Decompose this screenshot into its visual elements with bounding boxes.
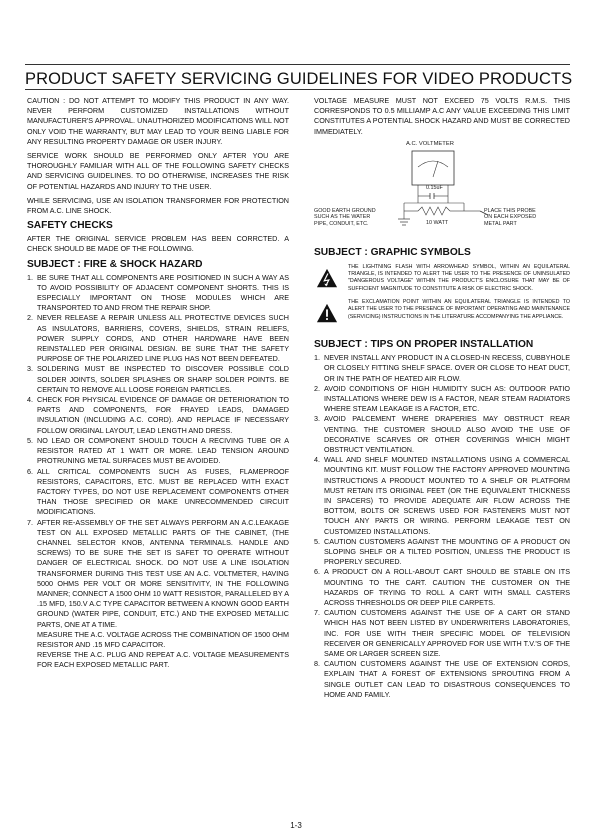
lightning-warning-icon (316, 268, 338, 288)
top-rule (25, 64, 570, 65)
page-title: PRODUCT SAFETY SERVICING GUIDELINES FOR VIDEO PRODUCTS (25, 70, 573, 88)
resistor-zigzag (418, 207, 450, 215)
exclamation-symbol-row (314, 299, 570, 323)
leakage-test-diagram (314, 141, 570, 241)
title-rule (25, 89, 570, 90)
list-item: 3. AVOID PALCEMENT WHERE DRAPERIES MAY OBSTRUCT REAR VENTING. THE CUSTOMER SHOULD ALSO AVOID THE USE OF DECORATIVE SCARVES OR OTHER COVERINGS WHICH MIGHT OBSTRUCT VENTILATION. (314, 414, 570, 454)
list-item: 7. CAUTION CUSTOMERS AGAINST THE USE OF A CART OR STAND WHICH HAS NOT BEEN LISTED BY UNDERWRITERS LABORATORIES, INC. FOR USE WITH THEIR SPECIFIC MODEL OF TELEVISION RECEIVER OR GENERICALLY APPROVED FOR USE WITH T.V.'S OF THE SAME OR LARGER SCREEN SIZE. (314, 608, 570, 659)
list-item: 1. NEVER INSTALL ANY PRODUCT IN A CLOSED-IN RECESS, CUBBYHOLE OR CLOSELY FITTING SHELF SPACE. OVER OR CLOSE TO HEAT DUCT, OR IN THE PATH OF HEATED AIR FLOW. (314, 353, 570, 383)
voltmeter-box (412, 151, 454, 185)
list-item: 4. CHECK FOR PHYSICAL EVIDENCE OF DAMAGE OR DETERIORATION TO PARTS AND COMPONENTS, FOR FRAYED LEADS, DAMAGED INSULATION (INCLUDING A.C. CORD). AND REPLACE IF NECESSARY FOLLOW ORIGINAL LAYOUT, LEAD LENGTH AND DRESS. (27, 395, 289, 435)
resistor-label: 10 WATT (426, 219, 449, 226)
reverse-paragraph: REVERSE THE A.C. PLUG AND REPEAT A.C. VOLTAGE MEASUREMENTS FOR EACH EXPOSED METALLIC PART. (37, 650, 289, 670)
tips-heading: SUBJECT : TIPS ON PROPER INSTALLATION (314, 339, 534, 351)
list-item: 4. WALL AND SHELF MOUNTED INSTALLATIONS USING A COMMERCAL MOUNTING KIT. MUST FOLLOW THE FACTORY APPROVED MOUNTING INSTRUCTIONS A PRODUCT MOUNTED TO A SHELF OR PLATFORM MUST RETAIN ITS ORIGINAL FEET (OR THE EQUIVALENT THICKNESS IN SPACERS) TO PROVIDE ADEQUATE AIR FLOW ACROSS THE BOTTOM, BOLTS OR SCREWS USED FOR FASTENERS MUST NOT TOUCH ANY PARTS OR WIRING. PERFORM LEAKAGE TEST ON CUSTOMIZED INSTALLATIONS. (314, 455, 570, 536)
probe-label: PLACE THIS PROBE ON EACH EXPOSED METAL PART (484, 207, 537, 227)
page-number: 1-3 (290, 821, 302, 830)
list-item: 5. CAUTION CUSTOMERS AGAINST THE MOUNTING OF A PRODUCT ON SLOPING SHELF OR A TILTED POSITION, UNLESS THE PRODUCT IS PROPERLY SECURED. (314, 536, 570, 567)
list-item: 5. NO LEAD OR COMPONENT SHOULD TOUCH A RECIVING TUBE OR A RESISTOR RATED AT 1 WATT OR MORE. LEAD TENSION AROUND PROTRUNING METAL SURFACES MUST BE AVOIDED. (27, 435, 289, 466)
safety-checks-text: AFTER THE ORIGINAL SERVICE PROBLEM HAS BEEN CORRCTED. A CHECK SHOULD BE MADE OF THE FOLLOWING. (27, 234, 289, 254)
voltmeter-label: A.C. VOLTMETER (406, 140, 454, 147)
voltage-paragraph: VOLTAGE MEASURE MUST NOT EXCEED 75 VOLTS R.M.S. THIS CORRESPONDS TO 0.5 MILLIAMP A.C ANY VALUE EXCEEDING THIS LIMIT CONSTITUTES A POTENTIAL SHOCK HAZARD AND MUST BE CORRECTED IMMEDIATELY. (314, 96, 570, 136)
voltmeter-needle (433, 161, 438, 177)
list-item: 1. BE SURE THAT ALL COMPONENTS ARE POSITIONED IN SUCH A WAY AS TO AVOID POSSIBILITY OF ADJACENT COMPONENT SHORTS. THIS IS ESPECIALLY IMPORTANT ON THOSE MODULES WHICH ARE TRANSPORTED TO AND FROM THE REPAIR SHOP. (27, 272, 289, 313)
list-item: 2. AVOID CONDITIONS OF HIGH HUMIDITY SUCH AS: OUTDOOR PATIO INSTALLATIONS WHERE DEW IS A FACTOR, NEAR STEAM RADIATORS WHERE STEAM LEAKAGE IS A FACTOR, ETC. (314, 383, 570, 414)
lightning-symbol-row (314, 264, 570, 293)
safety-checks-heading: SAFETY CHECKS (27, 220, 113, 232)
caution-paragraph: CAUTION : DO NOT ATTEMPT TO MODIFY THIS PRODUCT IN ANY WAY. NEVER PERFORM CUSTOMIZED INSTALLATIONS WITHOUT MANUFACTURER'S APPROVAL. UNAUTHORIZED MODIFICATIONS WILL NOT ONLY VOID THE WARRANTY, BUT MAY LEAD TO YOUR BEING LIABLE FOR ANY RESULTING PROPERTY DAMAGE OR USER INJURY. (27, 96, 289, 146)
right-column (314, 96, 570, 700)
list-item: 6. A PRODUCT ON A ROLL-ABOUT CART SHOULD BE STABLE ON ITS MOUNTING TO THE CART. CAUTION THE CUSTOMER ON THE HAZARDS OF TRYING TO ROLL A CART WITH SMALL CASTERS ACROSS THRESHOLDS OR DEEP PILE CARPETS. (314, 567, 570, 608)
capacitor-label: 0.15uF (426, 184, 443, 191)
list-item: 2. NEVER RELEASE A REPAIR UNLESS ALL PROTECTIVE DEVICES SUCH AS INSULATORS, BARRIERS, COVERS, SHIELDS, STRAIN RELIEFS, POWER SUPPLY CORDS, AND OTHER HARDWARE HAVE BEEN REINSTALLED PER ORIGINAL DESIGN. BE SURE THAT THE SAFETY PURPOSE OF THE POLARIZED LINE PLUG HAS NOT BEEN DEFEATED. (27, 313, 289, 364)
fire-shock-heading: SUBJECT : FIRE & SHOCK HAZARD (27, 258, 203, 270)
list-item: 3. SOLDERING MUST BE INSPECTED TO DISCOVER POSSIBLE COLD SOLDER JOINTS, SOLDER SPLASHES OR SHARP SOLDER POINTS. BE CERTAIN TO REMOVE ALL LOOSE FOREIGN PARTICLES. (27, 364, 289, 394)
fire-shock-list (27, 273, 289, 630)
left-column (27, 96, 289, 671)
tips-list (314, 353, 570, 700)
exclamation-symbol-text: THE EXCLAMATION POINT WITHIN AN EQUILATERAL TRIANGLE IS INTENDED TO ALERT THE USER TO THE PRESENCE OF IMPORTANT OPERATING AND MAINTENANCE (SERVICING) INSTRUCTIONS IN THE LITERATURE ACCOMPANYING THE APPLIANCE. (348, 299, 570, 320)
graphic-symbols-heading: SUBJECT : GRAPHIC SYMBOLS (314, 246, 471, 258)
measure-paragraph: MEASURE THE A.C. VOLTAGE ACROSS THE COMBINATION OF 1500 OHM RESISTOR AND .15 MFD CAPACITOR. (37, 629, 289, 649)
voltmeter-arc (418, 161, 448, 167)
lightning-symbol-text: THE LIGHTNING FLASH WITH ARROWHEAD SYMBOL, WITHIN AN EQUILATERAL TRIANGLE, IS INTENDED TO ALERT THE USER TO THE PRESENCE OF UNINSULATED "DANGEROUS VOLTAGE" WITHIN THE PRODUCT'S ENCLOSURE THAT MAY BE OF SUFFICIENT MAGNITUDE TO CONSTITUTE A RISK OF ELECTRIC SHOCK. (348, 263, 570, 292)
service-paragraph: SERVICE WORK SHOULD BE PERFORMED ONLY AFTER YOU ARE THOROUGHLY FAMILIAR WITH ALL OF THE FOLLOWING SAFETY CHECKS AND SERVICING GUIDELINES. TO DO OTHERWISE, INCREASES THE RISK OF POTENTIAL HAZARDS AND INJURY TO THE USER. (27, 151, 289, 191)
exclamation-warning-icon (316, 303, 338, 323)
list-item: 7. AFTER RE-ASSEMBLY OF THE SET ALWAYS PERFORM AN A.C.LEAKAGE TEST ON ALL EXPOSED METALLIC PARTS OF THE CABINET, (THE CHANNEL SELECTOR KNOB, ANTENNA TERMINALS. HANDLE AND SCREWS) TO BE SURE THE SET IS SAFET TO OPERATE WITHOUT DANGER OF ELECTRICAL SHOCK. DO NOT USE A LINE ISOLATION TRANSFORMER DURING THIS TEST USE AN A.C. VOLTMETER, HAVING 5000 OHMS PER VOLT OR MORE SENSITIVITY, IN THE FOLLOWING MANNER; CONNECT A 1500 OHM 10 WATT RESISTOR, PARALLELED BY A .15 MFD, 150.V A.C TYPE CAPACITOR BETWEEN A KNOWN GOOD EARTH GROUND (WATER PIPE, CONDUIT, ETC.) AND THE EXPOSED METALLIC PARTS, ONE AT A TIME. (27, 517, 289, 629)
isolation-paragraph: WHILE SERVICING, USE AN ISOLATION TRANSFORMER FOR PROTECTION FROM A.C. LINE SHOCK. (27, 195, 289, 216)
list-item: 8. CAUTION CUSTOMERS AGAINST THE USE OF EXTENSION CORDS, EXPLAIN THAT A FOREST OF EXTENSIONS SPROUTING FROM A SINGLE OUTLET CAN LEAD TO DISASTROUS CONSEQUENCES TO HOME AND FAMILY. (314, 659, 570, 699)
list-item: 6. ALL CRITICAL COMPONENTS SUCH AS FUSES, FLAMEPROOF RESISTORS, CAPACITORS, ETC. MUST BE REPLACED WITH EXACT FACTORY TYPES, DO NOT USE REPLACEMENT COMPONENTS OTHER THAN THOSE SPECIFIED OR MAKE UNRECOMMENDED CIRCUIT MODIFICATIONS. (27, 466, 289, 517)
ground-label: GOOD EARTH GROUND SUCH AS THE WATER PIPE, CONDUIT, ETC. (314, 207, 376, 227)
